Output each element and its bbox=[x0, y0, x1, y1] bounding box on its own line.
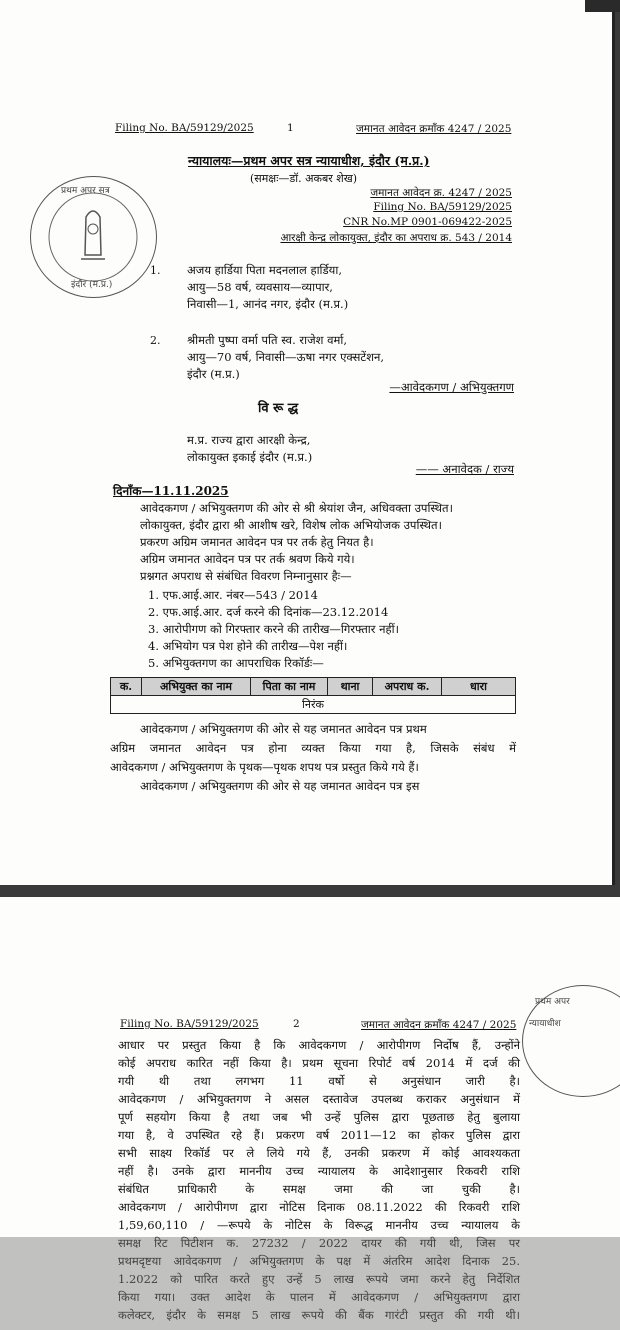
ref-line: Filing No. BA/59129/2025 bbox=[373, 201, 512, 213]
list-item: 3. आरोपीगण को गिरफ्तार करने की तारीख—गिरफ्तार नहीं। bbox=[148, 622, 399, 636]
order-line: आवेदकगण / अभियुक्तगण की ओर से श्री श्रेयांश जैन, अधिवक्ता उपस्थित। bbox=[140, 501, 453, 515]
order-line: लोकायुक्त, इंदौर द्वारा श्री आशीष खरे, विशेष लोक अभियोजक उपस्थित। bbox=[140, 518, 442, 532]
respondent-line: लोकायुक्त इकाई इंदौर (म.प्र.) bbox=[187, 450, 313, 464]
body-line: गयी थी तथा लगभग 11 वर्षो से अनुसंधान जारी है। bbox=[118, 1074, 520, 1088]
order-date: दिनाँक—11.11.2025 bbox=[113, 484, 229, 498]
body-line: 1.2022 को पारित करते हुए उन्हें 5 लाख रूपये जमा करने हेतु निर्देशित bbox=[118, 1272, 520, 1286]
applicant-2-line: इंदौर (म.प्र.) bbox=[187, 367, 240, 381]
versus-heading: वि रू द्ध bbox=[258, 401, 299, 416]
applicant-2-number: 2. bbox=[150, 334, 161, 347]
list-item: 2. एफ.आई.आर. दर्ज करने की दिनांक—23.12.2014 bbox=[148, 605, 389, 619]
body-line: आवेदकगण / अभियुक्तगण के पृथक—पृथक शपथ पत्र प्रस्तुत किये गये हैं। bbox=[110, 760, 419, 774]
list-item: 5. अभियुक्तगण का आपराधिक रिकॉर्डः— bbox=[148, 656, 324, 670]
body-line: आवेदकगण / आरोपीगण द्वारा नोटिस दिनाक 08.11.2022 की रिकवरी राशि bbox=[118, 1200, 520, 1214]
applicant-1-line: आयु—58 वर्ष, व्यवसाय—व्यापार, bbox=[187, 280, 333, 294]
page-number: 2 bbox=[293, 1018, 300, 1030]
table-header-cell: अपराध क. bbox=[373, 678, 442, 696]
body-line: प्रथमदृष्टया आवेदकगण / अभियुक्तगण के पक्ष में अंतरिम आदेश दिनाक 25. bbox=[118, 1254, 520, 1268]
filing-number: Filing No. BA/59129/2025 bbox=[120, 1018, 259, 1030]
body-line: आवेदकगण / अभियुक्तगण की ओर से यह जमानत आवेदन पत्र प्रथम bbox=[140, 722, 427, 736]
table-header-row bbox=[111, 678, 516, 696]
body-line: आधार पर प्रस्तुत किया है कि आवेदकगण / आरोपीगण निर्दोष हैं, उन्होंने bbox=[118, 1038, 520, 1052]
table-row bbox=[111, 696, 516, 714]
filing-number: Filing No. BA/59129/2025 bbox=[115, 122, 254, 134]
bail-application-number: जमानत आवेदन क्रमाँक 4247 / 2025 bbox=[361, 1019, 517, 1031]
order-line: अग्रिम जमानत आवेदन पत्र पर तर्क श्रवण किये गये। bbox=[140, 552, 355, 566]
applicant-2-line: आयु—70 वर्ष, निवासी—ऊषा नगर एक्सटेंशन, bbox=[187, 350, 385, 364]
ref-line: CNR No.MP 0901-069422-2025 bbox=[343, 216, 512, 228]
body-line: नहीं है। उनके द्वारा माननीय उच्च न्यायालय के आदेशानुसार रिकवरी राशि bbox=[118, 1164, 520, 1178]
body-line: 1,59,60,110 / —रूपये के नोटिस के विरूद्ध माननीय उच्च न्यायालय के bbox=[118, 1218, 520, 1232]
order-line: प्रकरण अग्रिम जमानत आवेदन पत्र पर तर्क हेतु नियत है। bbox=[140, 535, 374, 549]
body-line: अग्रिम जमानत आवेदन पत्र होना व्यक्त किया गया है, जिसके संबंध में bbox=[110, 741, 516, 755]
body-line: कोई अपराध कारित नहीं किया है। प्रथम सूचना रिपोर्ट वर्ष 2014 में दर्ज की bbox=[118, 1056, 520, 1070]
body-line: पूर्ण सहयोग किया है तथा जब भी उन्हें पुलिस द्वारा पूछताछ हेतु बुलाया bbox=[118, 1110, 520, 1124]
applicants-label: —आवेदकगण / अभियुक्तगण bbox=[389, 380, 514, 394]
table-nil-cell: निरंक bbox=[111, 696, 516, 714]
court-seal: प्रथम अपर न्यायाधीश bbox=[522, 985, 620, 1097]
body-line: सभी साक्ष्य रिकॉर्ड पर ले लिये गये हैं, उनकी प्रकरण में कोई आवश्यकता bbox=[118, 1146, 520, 1160]
applicant-1-line: अजय हार्डिया पिता मदनलाल हार्डिया, bbox=[187, 263, 342, 277]
viewer-overlay bbox=[0, 1237, 620, 1330]
ref-line: जमानत आवेदन क्र. 4247 / 2025 bbox=[370, 187, 512, 199]
applicant-1-number: 1. bbox=[150, 264, 161, 277]
body-line: आवेदकगण / अभियुक्तगण की ओर से यह जमानत आवेदन पत्र इस bbox=[140, 779, 420, 793]
list-item: 1. एफ.आई.आर. नंबर—543 / 2014 bbox=[148, 588, 318, 602]
table-header-cell: अभियुक्त का नाम bbox=[142, 678, 251, 696]
respondent-line: म.प्र. राज्य द्वारा आरक्षी केन्द्र, bbox=[187, 433, 311, 447]
respondent-label: —— अनावेदक / राज्य bbox=[415, 462, 514, 476]
presiding-officer: (समक्षः—डॉ. अकबर शेख) bbox=[250, 172, 358, 185]
applicant-2-line: श्रीमती पुष्पा वर्मा पति स्व. राजेश वर्मा, bbox=[187, 333, 347, 347]
body-line: किया गया। उक्त आदेश के पालन में आवेदकगण / अभियुक्तगण द्वारा bbox=[118, 1290, 520, 1304]
table-header-cell: थाना bbox=[328, 678, 373, 696]
ref-line: आरक्षी केन्द्र लोकायुक्त, इंदौर का अपराध क्र. 543 / 2014 bbox=[280, 232, 512, 244]
list-item: 4. अभियोग पत्र पेश होने की तारीख—पेश नहीं। bbox=[148, 639, 348, 653]
court-heading: न्यायालयः—प्रथम अपर सत्र न्यायाधीश, इंदौर (म.प्र.) bbox=[188, 153, 430, 168]
order-line: प्रश्नगत अपराध से संबंधित विवरण निम्नानुसार हैः— bbox=[140, 569, 352, 583]
body-line: आवेदकगण / अभियुक्तगण ने असल दस्तावेज उपलब्ध कराकर अनुसंधान में bbox=[118, 1092, 520, 1106]
page-number: 1 bbox=[287, 122, 294, 134]
body-line: गया है, वे उपस्थित रहे हैं। प्रकरण वर्ष 2011—12 का होकर पुलिस द्वारा bbox=[118, 1128, 520, 1142]
body-line: संबंधित प्राधिकारी के समक्ष जमा की जा चुकी है। bbox=[118, 1182, 520, 1196]
body-line: कलेक्टर, इंदौर के समक्ष 5 लाख रूपये की बैंक गारंटी प्रस्तुत की गयी थी। bbox=[118, 1308, 520, 1322]
bail-application-number: जमानत आवेदन क्रमाँक 4247 / 2025 bbox=[356, 123, 512, 135]
table-header-cell: धारा bbox=[442, 678, 516, 696]
criminal-record-table bbox=[110, 677, 516, 714]
window-corner bbox=[585, 0, 620, 12]
applicant-1-line: निवासी—1, आनंद नगर, इंदौर (म.प्र.) bbox=[187, 297, 349, 311]
table-header-cell: पिता का नाम bbox=[251, 678, 328, 696]
court-seal: प्रथम अपर सत्र इंदौर (म.प्र.) bbox=[30, 176, 157, 298]
body-line: समक्ष रिट पिटीशन क. 27232 / 2022 दायर की गयी थी, जिस पर bbox=[118, 1236, 520, 1250]
table-header-cell: क. bbox=[111, 678, 142, 696]
